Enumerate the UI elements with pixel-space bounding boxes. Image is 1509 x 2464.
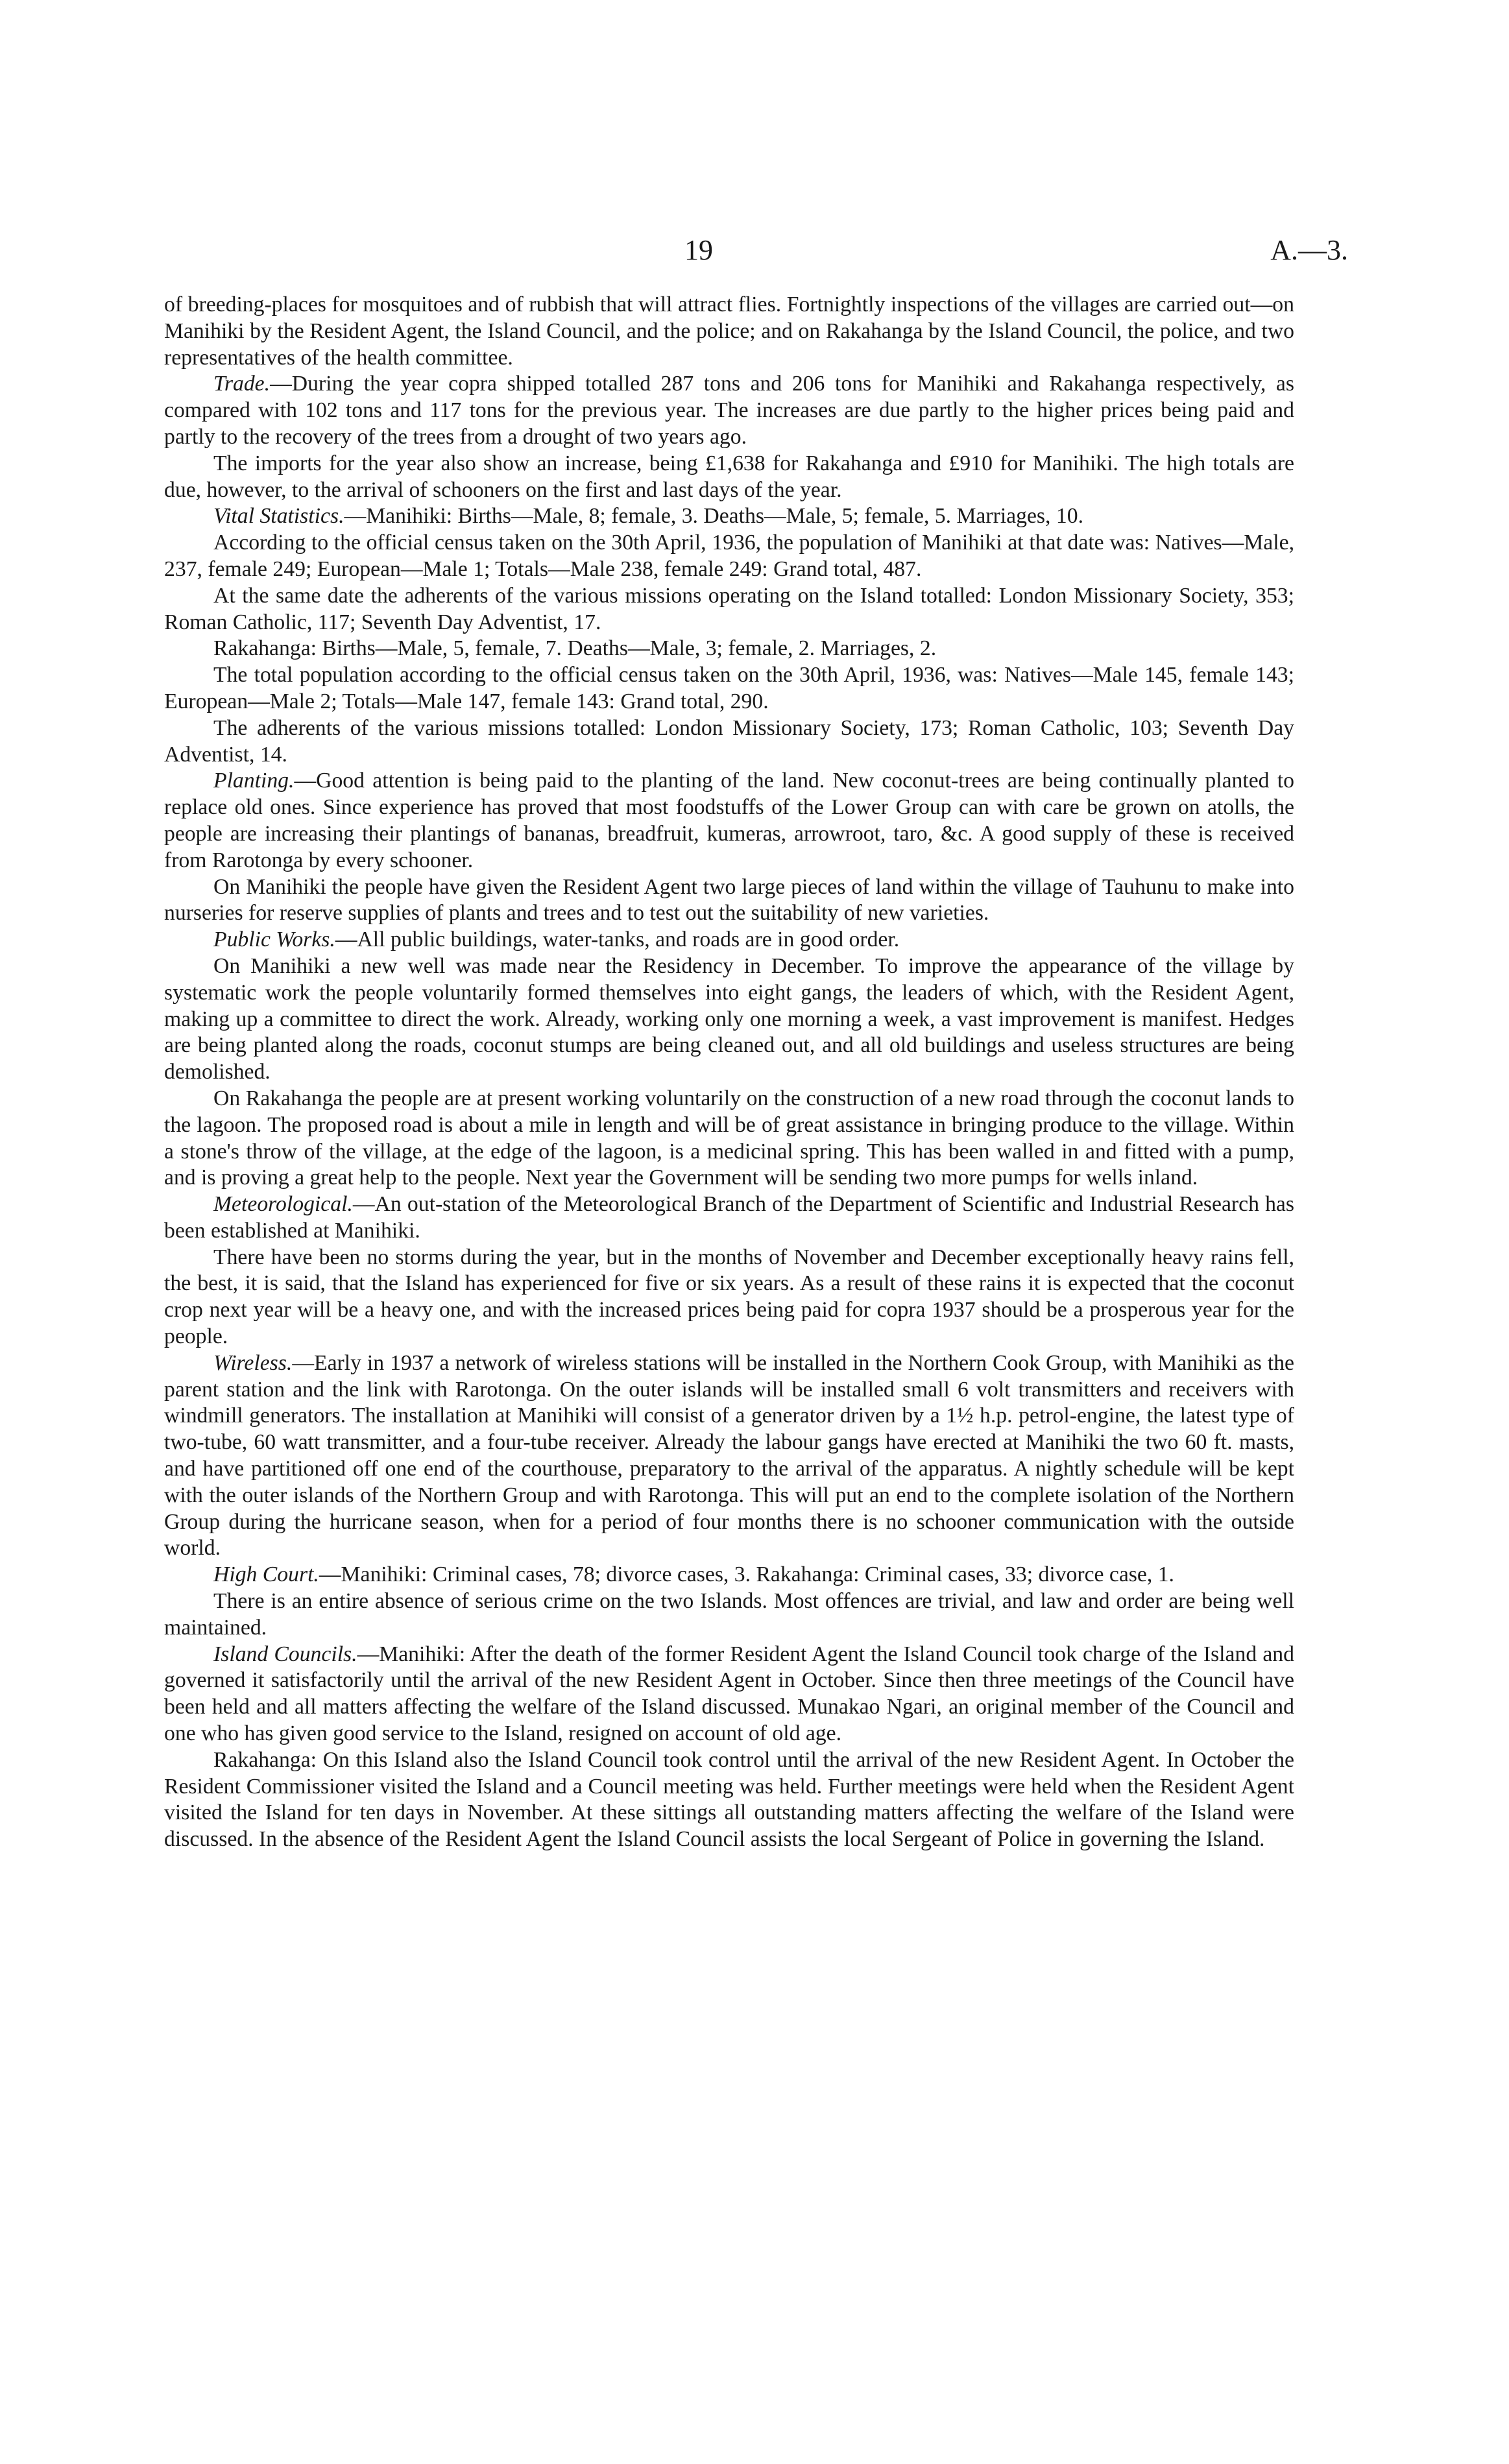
paragraph-sanitation-continued: of breeding-places for mosquitoes and of rubbish that will attract flies. Fortnightly inspections of the villages are carried out—on Manihiki by the Resident Agent, the Island Council, and the police; and on Rakahanga by the Island Council, the police, and two representatives of the health committee.	[164, 293, 1294, 370]
paragraph-rakahanga-census: The total population according to the official census taken on the 30th April, 1936, was: Natives—Male 145, female 143; European—Male 2; Totals—Male 147, female 143: Grand total, 290.	[164, 663, 1294, 713]
section-heading-island-councils: Island Councils.	[213, 1642, 357, 1666]
page-header	[162, 233, 1348, 272]
paragraph-high-court: High Court.—Manihiki: Criminal cases, 78; divorce cases, 3. Rakahanga: Criminal cases, 33; divorce case, 1.	[213, 1562, 1174, 1587]
paragraph-meteorological: Meteorological.—An out-station of the Meteorological Branch of the Department of Scientific and Industrial Research has been established at Manihiki.	[164, 1192, 1294, 1243]
paragraph-rakahanga-road: On Rakahanga the people are at present working voluntarily on the construction of a new road through the coconut lands to the lagoon. The proposed road is about a mile in length and will be of great assistance in bringing produce to the village. Within a stone's throw of the village, at the edge of the lagoon, is a medicinal spring. This has been walled in and fitted with a pump, and is proving a great help to the people. Next year the Government will be sending two more pumps for wells inland.	[164, 1086, 1294, 1190]
paragraph-planting: Planting.—Good attention is being paid to the planting of the land. New coconut-trees are being continually planted to replace old ones. Since experience has proved that most foodstuffs of the Lower Group can with care be grown on atolls, the people are increasing their plantings of bananas, breadfruit, kumeras, arrowroot, taro, &c. A good supply of these is received from Rarotonga by every schooner.	[164, 769, 1294, 872]
paragraph-wireless: Wireless.—Early in 1937 a network of wireless stations will be installed in the Northern Cook Group, with Manihiki as the parent station and the link with Rarotonga. On the outer islands will be installed small 6 volt transmitters and receivers with windmill generators. The installation at Manihiki will consist of a generator driven by a 1½ h.p. petrol-engine, the latest type of two-tube, 60 watt transmitter, and a four-tube receiver. Already the labour gangs have erected at Manihiki the two 60 ft. masts, and have partitioned off one end of the courthouse, preparatory to the arrival of the apparatus. A nightly schedule will be kept with the outer islands of the Northern Group and with Rarotonga. This will put an end to the complete isolation of the Northern Group during the hurricane season, when for a period of four months there is no schooner communication with the outside world.	[164, 1350, 1294, 1561]
paragraph-rakahanga-missions: The adherents of the various missions totalled: London Missionary Society, 173; Roman Catholic, 103; Seventh Day Adventist, 14.	[164, 715, 1294, 767]
section-heading-public-works: Public Works.	[213, 927, 335, 952]
report-body	[164, 292, 1294, 1853]
page-number: 19	[684, 234, 713, 266]
section-heading-meteorological: Meteorological.	[213, 1192, 353, 1217]
section-heading-wireless: Wireless.	[213, 1350, 293, 1375]
paragraph-manihiki-census: According to the official census taken on the 30th April, 1936, the population of Manihiki at that date was: Natives—Male, 237, female 249; European—Male 1; Totals—Male 238, female 249: Grand total, 487.	[164, 531, 1294, 581]
paragraph-nurseries: On Manihiki the people have given the Resident Agent two large pieces of land within the village of Tauhunu to make into nurseries for reserve supplies of plants and trees and to test out the suitability of new varieties.	[164, 874, 1294, 926]
paragraph-crime: There is an entire absence of serious crime on the two Islands. Most offences are trivial, and law and order are being well maintained.	[164, 1589, 1294, 1640]
paragraph-manihiki-works: On Manihiki a new well was made near the Residency in December. To improve the appearance of the village by systematic work the people voluntarily formed themselves into eight gangs, the leaders of which, with the Resident Agent, making up a committee to direct the work. Already, working only one morning a week, a vast improvement is manifest. Hedges are being planted along the roads, coconut stumps are being cleaned out, and all old buildings and useless structures are being demolished.	[164, 953, 1294, 1084]
page-reference: A.—3.	[1270, 234, 1348, 266]
paragraph-island-councils: Island Councils.—Manihiki: After the death of the former Resident Agent the Island Council took charge of the Island and governed it satisfactorily until the arrival of the new Resident Agent in October. Since then three meetings of the Council have been held and all matters affecting the welfare of the Island discussed. Munakao Ngari, an original member of the Council and one who has given good service to the Island, resigned on account of old age.	[164, 1642, 1294, 1746]
paragraph-rakahanga-council: Rakahanga: On this Island also the Island Council took control until the arrival of the new Resident Agent. In October the Resident Commissioner visited the Island and a Council meeting was held. Further meetings were held when the Resident Agent visited the Island for ten days in November. At these sittings all outstanding matters affecting the welfare of the Island were discussed. In the absence of the Resident Agent the Island Council assists the local Sergeant of Police in governing the Island.	[164, 1747, 1294, 1852]
section-heading-high-court: High Court.	[213, 1562, 319, 1587]
paragraph-imports: The imports for the year also show an increase, being £1,638 for Rakahanga and £910 for Manihiki. The high totals are due, however, to the arrival of schooners on the first and last days of the year.	[164, 451, 1294, 502]
section-heading-trade: Trade.	[213, 372, 271, 396]
section-heading-vital-statistics: Vital Statistics.	[213, 504, 344, 529]
paragraph-rakahanga-vital: Rakahanga: Births—Male, 5, female, 7. Deaths—Male, 3; female, 2. Marriages, 2.	[213, 636, 937, 661]
paragraph-weather: There have been no storms during the year, but in the months of November and December exceptionally heavy rains fell, the best, it is said, that the Island has experienced for five or six years. As a result of these rains it is expected that the coconut crop next year will be a heavy one, and with the increased prices being paid for copra 1937 should be a prosperous year for the people.	[164, 1245, 1294, 1349]
paragraph-manihiki-missions: At the same date the adherents of the various missions operating on the Island totalled: London Missionary Society, 353; Roman Catholic, 117; Seventh Day Adventist, 17.	[164, 583, 1294, 634]
paragraph-trade: Trade.—During the year copra shipped totalled 287 tons and 206 tons for Manihiki and Rakahanga respectively, as compared with 102 tons and 117 tons for the previous year. The increases are due partly to the higher prices being paid and partly to the recovery of the trees from a drought of two years ago.	[164, 372, 1294, 449]
paragraph-public-works: Public Works.—All public buildings, water-tanks, and roads are in good order.	[213, 927, 900, 952]
section-heading-planting: Planting.	[213, 769, 295, 793]
paragraph-vital-statistics: Vital Statistics.—Manihiki: Births—Male, 8; female, 3. Deaths—Male, 5; female, 5. Marriages, 10.	[213, 504, 1083, 529]
